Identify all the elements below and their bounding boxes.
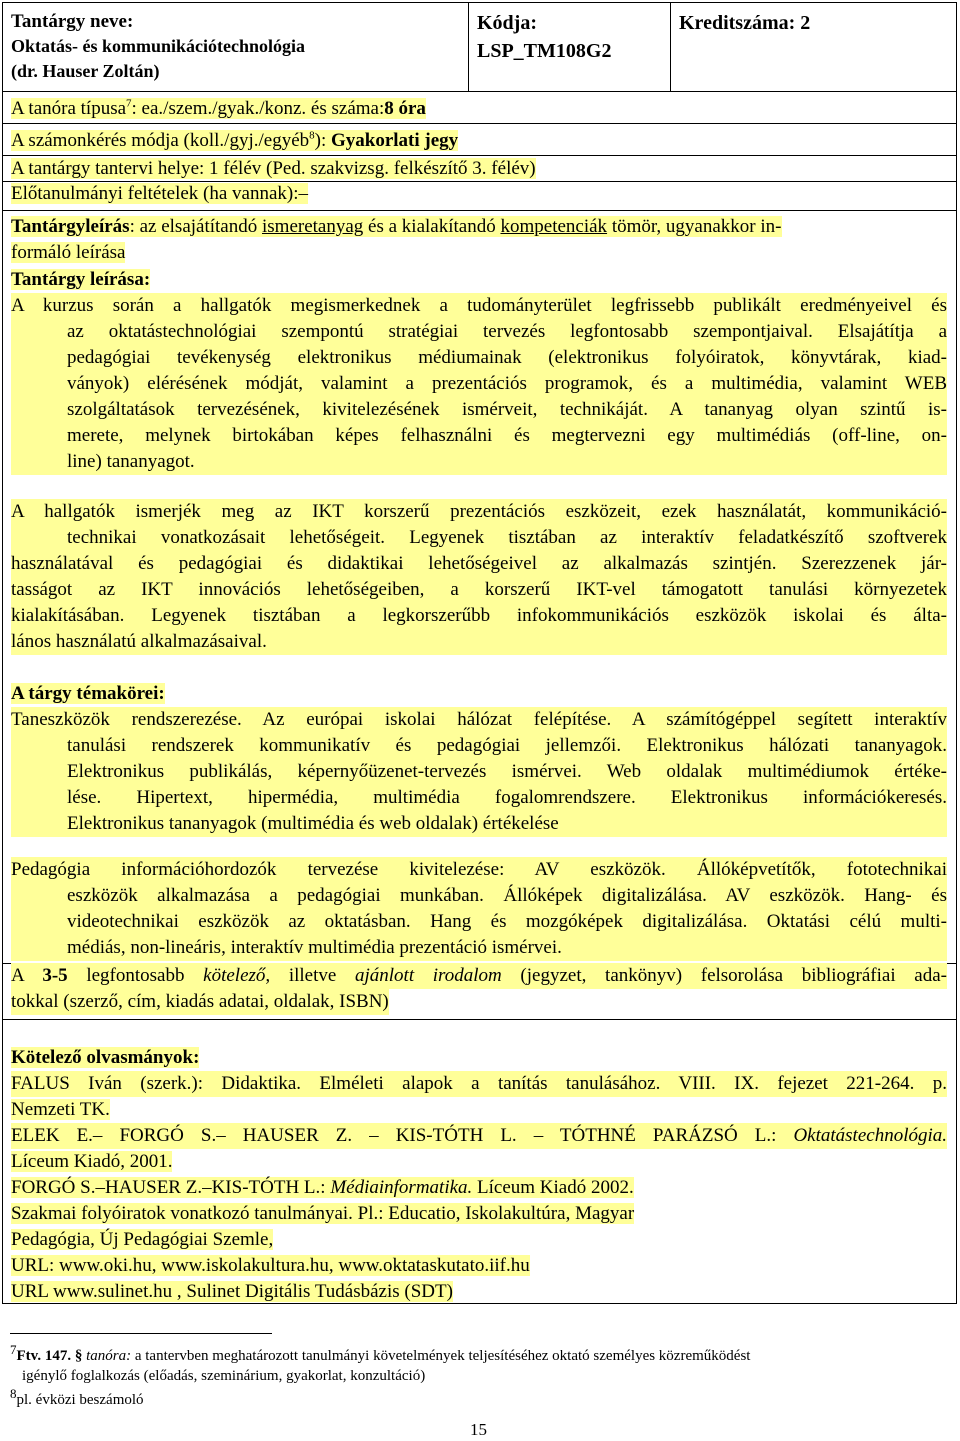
readings-heading: [11, 1045, 947, 1071]
footnote-7-text: a tantervben meghatározott tanulmányi követelmények teljesítéséhez oktató személyes közreműködést: [131, 1348, 751, 1364]
topics-p2-line: eszközök alkalmazása a pedagógiai munkában. Állóképek digitalizálása. AV eszközök. Hang- és: [11, 883, 947, 909]
subject-label: Tantárgy neve:: [11, 11, 134, 32]
reading-4-text: Szakmai folyóiratok vonatkozó tanulmányai. Pl.: Educatio, Iskolakultúra, Magyar: [11, 1203, 635, 1224]
readings-list: [11, 1071, 947, 1305]
topics-heading: [11, 681, 947, 707]
assessment-row: [2, 124, 957, 156]
credits-cell: [671, 3, 956, 91]
code-label: Kódja:: [477, 12, 537, 34]
reading-7-url: URL www.sulinet.hu , Sulinet Digitális Tudásbázis (SDT): [11, 1281, 453, 1302]
footnote-7-section-mark: §: [74, 1348, 83, 1364]
credits: Kreditszáma: 2: [679, 12, 811, 34]
subject-cell: [3, 3, 469, 91]
topics-p1-line: Taneszközök rendszerezése. Az európai iskolai hálózat felépítése. A számítógéppel segített interaktív: [11, 707, 947, 733]
prereq-row: [2, 182, 957, 211]
section-divider-2: [3, 1019, 956, 1020]
reading-3: [11, 1175, 947, 1201]
intro-underline-1: ismeretanyag: [262, 216, 364, 237]
footnote-7-term: tanóra:: [86, 1348, 132, 1364]
desc-p2-line: kialakításában. Legyenek tisztában a legkorszerűbb infokommunikációs eszközök iskolai és álta-: [11, 603, 947, 629]
description-intro: [11, 214, 947, 266]
reading-2-title: Oktatástechnológia.: [793, 1125, 947, 1146]
reading-1-line-1: FALUS Iván (szerk.): Didaktika. Elméleti alapok a tanítás tanulásához. VIII. IX. fejezet 221-264. p.: [11, 1071, 947, 1097]
footnote-ref-8: 8: [309, 129, 315, 142]
intro-text-1: : az elsajátítandó: [129, 216, 262, 237]
main-section: [2, 210, 957, 1304]
desc-p2-line: használatával és pedagógiai és didaktikai lehetőségeivel az alkalmazás szintjén. Szerezzenek jár-: [11, 551, 947, 577]
biblio-t4: (jegyzet, tankönyv) felsorolása bibliográfiai ada-: [501, 965, 947, 986]
biblio-t2: legfontosabb: [67, 965, 204, 986]
reading-3-authors: FORGÓ S.–HAUSER Z.–KIS-TÓTH L.:: [11, 1177, 331, 1198]
reading-6-url: URL: www.oki.hu, www.iskolakultura.hu, www.oktataskutato.iif.hu: [11, 1255, 530, 1276]
header-table: [2, 2, 957, 92]
reading-5: [11, 1227, 947, 1253]
desc-p1-line: szolgáltatások tervezésének, kivitelezésének ismérveit, technikáját. A tananyag olyan szintű is-: [11, 397, 947, 423]
biblio-t3: illetve: [270, 965, 355, 986]
reading-2-publisher: Líceum Kiadó, 2001.: [11, 1151, 173, 1172]
lesson-type-row: [2, 92, 957, 124]
topics-p1-line: Elektronikus publikálás, képernyőüzenet-tervezés ismérvei. Web oldalak multimédiumok értéke-: [11, 759, 947, 785]
lesson-count: 8 óra: [384, 98, 426, 119]
topics-p2-line: médiás, non-lineáris, interaktív multimédia prezentáció ismérvei.: [11, 935, 947, 961]
footnote-7: [10, 1342, 955, 1386]
curriculum-place-row: [2, 156, 957, 182]
footnote-8-number: 8: [10, 1386, 17, 1401]
topics-p2-line: videotechnikai eszközök az oktatásban. Hang és mozgóképek digitalizálása. Oktatási célú multi-: [11, 909, 947, 935]
readings-heading-text: Kötelező olvasmányok:: [11, 1047, 200, 1068]
biblio-intro-line-1: [11, 963, 947, 989]
bibliography-intro: [11, 963, 947, 1015]
lesson-type-text: [11, 98, 426, 119]
desc-p1-line: line) tananyagot.: [11, 449, 947, 475]
footnote-7-continuation: igénylő foglalkozás (előadás, szeminárium, gyakorlat, konzultáció): [22, 1368, 426, 1384]
desc-p1-line: az oktatástechnológiai szempontú stratégiai tervezés legfontosabb szempontjaival. Elsajátítja a: [11, 319, 947, 345]
reading-3-publisher: Líceum Kiadó 2002.: [472, 1177, 634, 1198]
topics-p2-line: Pedagógia információhordozók tervezése kivitelezése: AV eszközök. Állóképvetítők, fototechnikai: [11, 857, 947, 883]
assessment-pre: A számonkérés módja (koll./gyj./egyéb: [11, 130, 310, 151]
desc-p2-line: A hallgatók ismerjék meg az IKT korszerű prezentációs eszközeit, ezek használatát, kommunikáció-: [11, 499, 947, 525]
code-value: LSP_TM108G2: [477, 40, 612, 62]
biblio-t1: A: [11, 965, 43, 986]
biblio-count: 3-5: [42, 965, 68, 986]
biblio-mandatory: kötelező,: [203, 965, 271, 986]
reading-2-authors: ELEK E.– FORGÓ S.– HAUSER Z. – KIS-TÓTH L. – TÓTHNÉ PARÁZSÓ L.:: [11, 1125, 794, 1146]
reading-3-title: Médiainformatika.: [330, 1177, 473, 1198]
footnote-8-text: pl. évközi beszámoló: [16, 1392, 144, 1408]
desc-p1-line: merete, melynek birtokában képes felhasználni és megtervezni egy multimédiás (off-line, on-: [11, 423, 947, 449]
subject-teacher: (dr. Hauser Zoltán): [11, 61, 160, 81]
lesson-type-post: : ea./szem./gyak./konz. és száma:: [131, 98, 385, 119]
footnote-separator: [10, 1333, 272, 1334]
description-paragraph-2: [11, 499, 947, 655]
intro-underline-2: kompetenciák: [500, 216, 608, 237]
footnote-7-number: 7: [10, 1342, 17, 1357]
reading-1-line-2: [11, 1097, 947, 1123]
prerequisites: Előtanulmányi feltételek (ha vannak):–: [11, 183, 309, 204]
desc-p1-line: pedagógiai tevékenység elektronikus médiumainak (elektronikus folyóiratok, könyvtárak, kiad-: [11, 345, 947, 371]
reading-2-line-1: [11, 1123, 947, 1149]
desc-p1-line: ványok) elérésének módját, valamint a prezentációs programok, és a multimédia, valamint WEB: [11, 371, 947, 397]
desc-p2-line: lános használatú alkalmazásaival.: [11, 629, 947, 655]
topics-paragraph-2: [11, 857, 947, 961]
reading-4: [11, 1201, 947, 1227]
code-cell: [469, 3, 671, 91]
intro-text-4: formáló leírása: [11, 242, 126, 263]
curriculum-place: A tantárgy tantervi helye: 1 félév (Ped. szakvizsg. felkészítő 3. félév): [11, 158, 536, 179]
lesson-type-pre: A tanóra típusa: [11, 98, 127, 119]
topics-p1-line: tanulási rendszerek kommunikatív és pedagógiai jellemzői. Elektronikus hálózati tananyagok.: [11, 733, 947, 759]
desc-p2-line: tasságot az IKT innovációs lehetőségeiben, a korszerű IKT-vel támogatott tanulási környezetek: [11, 577, 947, 603]
description-intro-text: [11, 216, 782, 237]
description-paragraph-1: [11, 293, 947, 475]
footnote-7-law: Ftv. 147.: [16, 1348, 72, 1364]
assessment-text: [11, 130, 458, 151]
desc-p2-line: technikai vonatkozásait lehetőségeit. Legyenek tisztában az interaktív feladatkészítő szoftverek: [11, 525, 947, 551]
desc-p1-line: A kurzus során a hallgatók megismerkednek a tudományterület legfrissebb publikált eredményeivel és: [11, 293, 947, 319]
assessment-value: Gyakorlati jegy: [331, 130, 459, 151]
biblio-recommended: ajánlott irodalom: [355, 965, 502, 986]
footnote-8: [10, 1386, 144, 1410]
description-heading-text: Tantárgy leírása:: [11, 269, 151, 290]
description-heading: [11, 267, 947, 293]
reading-5-text: Pedagógia, Új Pedagógiai Szemle,: [11, 1229, 274, 1250]
footnote-ref-7: 7: [126, 97, 132, 110]
reading-1-publisher: Nemzeti TK.: [11, 1099, 110, 1120]
biblio-intro-line-2: tokkal (szerző, cím, kiadás adatai, oldalak, ISBN): [11, 989, 389, 1015]
page-number: 15: [470, 1420, 487, 1439]
reading-6: [11, 1253, 947, 1279]
intro-text-3: tömör, ugyanakkor in-: [607, 216, 782, 237]
subject-name: Oktatás- és kommunikációtechnológia: [11, 36, 306, 56]
topics-p1-line: Elektronikus tananyagok (multimédia és web oldalak) értékelése: [11, 811, 947, 837]
topics-paragraph-1: [11, 707, 947, 837]
topics-p1-line: lése. Hipertext, hipermédia, multimédia fogalomrendszere. Elektronikus információkeresés.: [11, 785, 947, 811]
reading-2-line-2: [11, 1149, 947, 1175]
intro-text-2: és a kialakítandó: [363, 216, 501, 237]
topics-heading-text: A tárgy témakörei:: [11, 683, 165, 704]
assessment-post: ):: [314, 130, 327, 151]
reading-7: [11, 1279, 947, 1305]
description-label: Tantárgyleírás: [11, 216, 130, 237]
